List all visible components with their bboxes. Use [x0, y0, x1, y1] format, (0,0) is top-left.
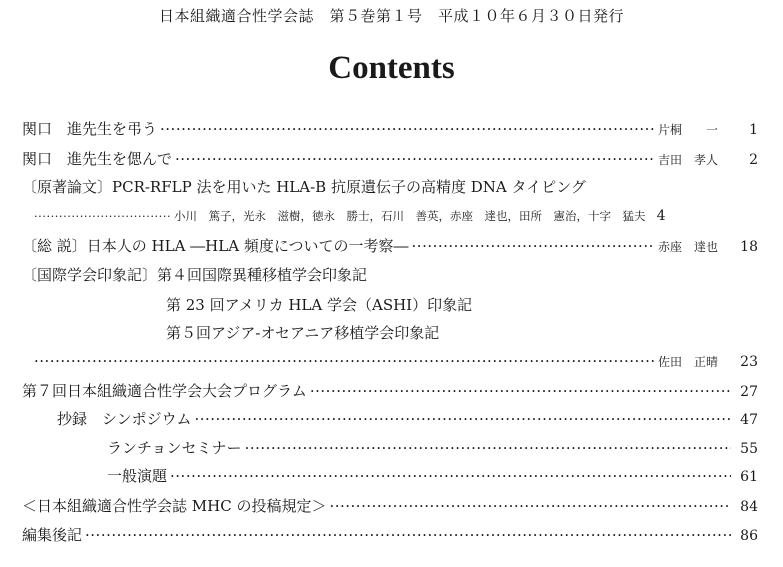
- toc-entry[interactable]: [22, 524, 758, 545]
- toc-entry-author: 佐田 正晴: [657, 355, 718, 369]
- journal-issue-header: 日本組織適合性学会誌 第５巻第１号 平成１０年６月３０日発行: [158, 7, 624, 25]
- dot-leader: [194, 410, 731, 428]
- toc-entry-title: ランチョンセミナー: [107, 439, 242, 457]
- toc-entry-page: 2: [749, 152, 758, 168]
- dot-leader: [170, 467, 731, 485]
- toc-entry-author: 小川 篤子，光永 滋樹，徳永 勝士，石川 善英，赤座 達也，田所 憲治，十字 猛夫: [174, 209, 646, 223]
- toc-entry-title: 編集後記: [22, 526, 83, 544]
- toc-entry[interactable]: [22, 264, 758, 285]
- toc-entry[interactable]: [107, 465, 758, 486]
- toc-entry-page: 61: [740, 469, 758, 485]
- page-title: Contents: [328, 50, 455, 86]
- toc-entry-page: 23: [740, 354, 758, 370]
- toc-entry-page: 1: [749, 122, 758, 138]
- toc-entry-page: 4: [656, 208, 666, 224]
- dot-leader: [310, 382, 731, 400]
- dot-leader: [85, 526, 731, 544]
- toc-entry-page: 55: [740, 441, 758, 457]
- toc-entry-author: 片桐 一: [657, 123, 718, 137]
- toc-entry[interactable]: [22, 235, 758, 256]
- toc-entry-author-line[interactable]: [22, 352, 758, 370]
- toc-entry-title: 〔原著論文〕PCR-RFLP 法を用いた HLA-B 抗原遺伝子の高精度 DNA タイピング: [22, 178, 586, 196]
- toc-subentry[interactable]: 第５回アジア-オセアニア移植学会印象記: [166, 324, 440, 342]
- toc-entry-page: 27: [740, 384, 758, 400]
- toc-entry-title: ＜日本組織適合性学会誌 MHC の投稿規定＞: [22, 497, 327, 515]
- toc-entry[interactable]: [22, 118, 758, 139]
- dot-leader: [329, 497, 731, 515]
- dot-leader: [175, 150, 655, 168]
- toc-entry-page: 18: [740, 239, 758, 255]
- toc-entry-title: 抄録 シンポジウム: [57, 410, 192, 428]
- toc-entry[interactable]: [22, 148, 758, 169]
- toc-entry-author: 吉田 孝人: [657, 153, 718, 167]
- toc-entry-author: 赤座 達也: [657, 240, 718, 254]
- toc-subentry[interactable]: 第 23 回アメリカ HLA 学会（ASHI）印象記: [166, 296, 473, 314]
- toc-entry-authors-line[interactable]: [22, 208, 758, 224]
- toc-entry-page: 84: [740, 499, 758, 515]
- toc-entry[interactable]: [57, 408, 758, 429]
- toc-entry-title: 〔総 説〕日本人の HLA ―HLA 頻度についての一考察―: [22, 237, 409, 255]
- toc-entry-page: 47: [740, 412, 758, 428]
- toc-entry[interactable]: [22, 176, 758, 197]
- dot-leader: [34, 352, 655, 370]
- toc-entry-title: 関口 進先生を偲んで: [22, 150, 173, 168]
- toc-entry-page: 86: [740, 528, 758, 544]
- toc-entry-title: 第７回日本組織適合性学会大会プログラム: [22, 382, 307, 400]
- toc-entry-title: 関口 進先生を弔う: [22, 120, 158, 138]
- toc-entry-title: 一般演題: [107, 467, 168, 485]
- toc-entry[interactable]: [22, 495, 758, 516]
- dot-leader: [412, 237, 655, 255]
- toc-entry[interactable]: [22, 380, 758, 401]
- dot-leader: [34, 209, 172, 223]
- toc-entry-title: 〔国際学会印象記〕第４回国際異種移植学会印象記: [22, 266, 368, 284]
- dot-leader: [160, 120, 655, 138]
- dot-leader: [245, 439, 731, 457]
- toc-entry[interactable]: [107, 437, 758, 458]
